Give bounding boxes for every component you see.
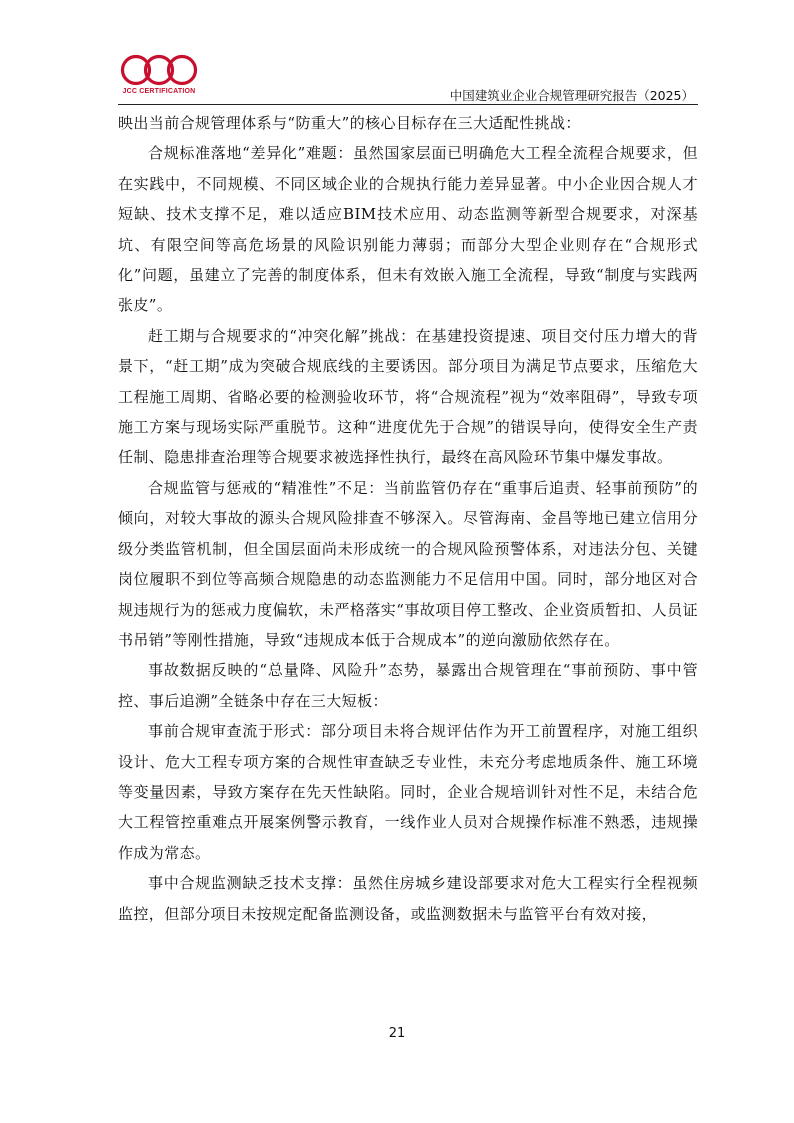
header-divider [118,104,698,105]
jcc-logo [118,52,200,98]
paragraph: 事前合规审查流于形式：部分项目未将合规评估作为开工前置程序，对施工组织设计、危大工程专项方案的合规性审查缺乏专业性，未充分考虑地质条件、施工环境等变量因素，导致方案存在先天性缺陷。同时，企业合规培训针对性不足，未结合危大工程管控重难点开展案例警示教育，一线作业人员对合规操作标准不熟悉，违规操作成为常态。 [118,722,698,862]
logo-text: JCC CERTIFICATION [122,88,196,95]
paragraph: 事中合规监测缺乏技术支撑：虽然住房城乡建设部要求对危大工程实行全程视频监控，但部分项目未按规定配备监测设备，或监测数据未与监管平台有效对接， [118,874,698,923]
paragraph: 赶工期与合规要求的“冲突化解”挑战：在基建投资提速、项目交付压力增大的背景下，“赶工期”成为突破合规底线的主要诱因。部分项目为满足节点要求，压缩危大工程施工周期、省略必要的检测验收环节，将“合规流程”视为“效率阻碍”，导致专项施工方案与现场实际严重脱节。这种“进度优先于合规”的错误导向，使得安全生产责任制、隐患排查治理等合规要求被选择性执行，最终在高风险环节集中爆发事故。 [118,326,698,467]
paragraph: 合规监管与惩戒的“精准性”不足：当前监管仍存在“重事后追责、轻事前预防”的倾向，对较大事故的源头合规风险排查不够深入。尽管海南、金昌等地已建立信用分级分类监管机制，但全国层面尚未形成统一的合规风险预警体系，对违法分包、关键岗位履职不到位等高频合规隐患的动态监测能力不足信用中国。同时，部分地区对合规违规行为的惩戒力度偏软，未严格落实“事故项目停工整改、企业资质暂扣、人员证书吊销”等刚性措施，导致“违规成本低于合规成本”的逆向激励依然存在。 [118,478,698,649]
paragraph: 映出当前合规管理体系与“防重大”的核心目标存在三大适配性挑战： [118,114,581,132]
jcc-rings-icon [118,52,200,88]
paragraph: 事故数据反映的“总量降、风险升”态势，暴露出合规管理在“事前预防、事中管控、事后追溯”全链条中存在三大短板： [118,661,698,710]
body-text [118,108,698,929]
header-title: 中国建筑业企业合规管理研究报告（2025） [449,88,694,103]
page-number: 21 [388,1026,406,1041]
paragraph: 合规标准落地“差异化”难题：虽然国家层面已明确危大工程全流程合规要求，但在实践中，不同规模、不同区域企业的合规执行能力差异显著。中小企业因合规人才短缺、技术支撑不足，难以适应BIM技术应用、动态监测等新型合规要求，对深基坑、有限空间等高危场景的风险识别能力薄弱；而部分大型企业则存在“合规形式化”问题，虽建立了完善的制度体系，但未有效嵌入施工全流程，导致“制度与实践两张皮”。 [118,144,698,315]
